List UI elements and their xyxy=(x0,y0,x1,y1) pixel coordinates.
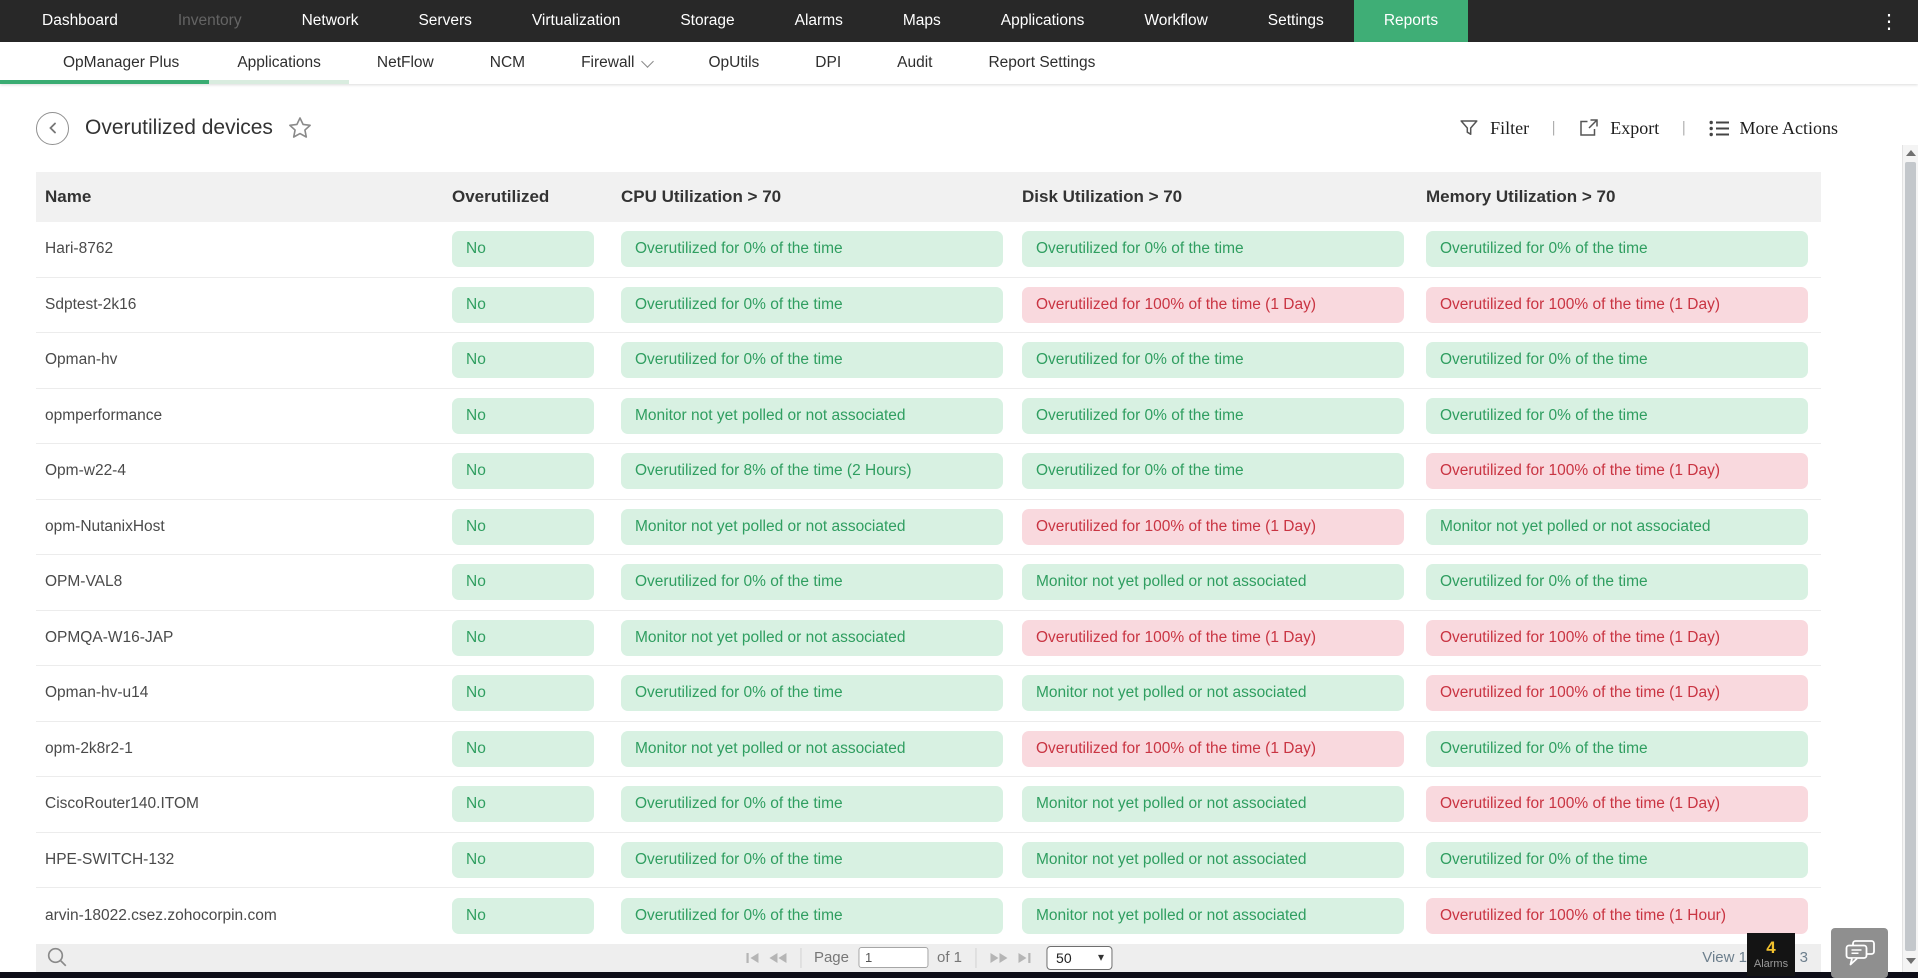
divider: | xyxy=(1552,119,1556,136)
table-row xyxy=(36,555,1821,611)
memory-utilization-cell xyxy=(1426,898,1821,934)
device-name[interactable] xyxy=(36,351,452,369)
last-page-button[interactable] xyxy=(1017,952,1031,964)
memory-status-badge: Overutilized for 100% of the time (1 Day) xyxy=(1426,620,1808,656)
filter-funnel-icon xyxy=(1459,118,1479,138)
topnav-item-label: Maps xyxy=(902,12,941,29)
cpu-utilization-cell xyxy=(621,675,1022,711)
topnav-item-virtualization[interactable] xyxy=(502,0,650,42)
topnav-item-applications[interactable] xyxy=(971,0,1115,42)
overutilized-cell xyxy=(452,231,621,267)
disk-utilization-cell xyxy=(1022,342,1426,378)
topnav-items xyxy=(12,0,1468,42)
table-row xyxy=(36,278,1821,334)
table-footer-bar xyxy=(36,937,1821,972)
disk-utilization-cell xyxy=(1022,398,1426,434)
column-header-cpu-utilization-70[interactable]: CPU Utilization > 70 xyxy=(621,187,782,206)
device-name[interactable] xyxy=(36,740,452,758)
subnav-item-dpi[interactable] xyxy=(787,42,869,84)
top-navbar xyxy=(0,0,1918,42)
overutilized-badge: No xyxy=(452,675,594,711)
overutilized-cell xyxy=(452,342,621,378)
overutilized-cell xyxy=(452,842,621,878)
overutilized-badge: No xyxy=(452,842,594,878)
column-header-overutilized[interactable]: Overutilized xyxy=(452,187,550,206)
table-row xyxy=(36,666,1821,722)
device-name-label: OPMQA-W16-JAP xyxy=(45,628,174,646)
subnav-item-label: Applications xyxy=(237,54,321,71)
overutilized-cell xyxy=(452,398,621,434)
device-name[interactable] xyxy=(36,629,452,647)
overutilized-badge: No xyxy=(452,342,594,378)
cpu-utilization-cell xyxy=(621,898,1022,934)
topnav-item-network[interactable] xyxy=(272,0,389,42)
scrollbar-thumb[interactable] xyxy=(1905,162,1916,951)
device-name[interactable] xyxy=(36,296,452,314)
memory-status-badge: Overutilized for 0% of the time xyxy=(1426,842,1808,878)
cpu-utilization-cell xyxy=(621,620,1022,656)
memory-utilization-cell xyxy=(1426,398,1821,434)
overutilized-badge: No xyxy=(452,287,594,323)
subnav-item-netflow[interactable] xyxy=(349,42,462,84)
table-row xyxy=(36,611,1821,667)
overutilized-cell xyxy=(452,453,621,489)
page-number-input[interactable] xyxy=(858,947,928,968)
memory-status-badge: Overutilized for 100% of the time (1 Day) xyxy=(1426,287,1808,323)
table-row xyxy=(36,500,1821,556)
topnav-item-label: Alarms xyxy=(794,12,843,29)
view-range-prefix: View 1 xyxy=(1702,949,1747,966)
device-name-label: opmperformance xyxy=(45,406,163,424)
subnav-item-label: Audit xyxy=(897,54,933,71)
memory-status-badge: Overutilized for 0% of the time xyxy=(1426,564,1808,600)
cpu-status-badge: Monitor not yet polled or not associated xyxy=(621,509,1003,545)
table-row xyxy=(36,222,1821,278)
filter-label: Filter xyxy=(1490,117,1530,138)
device-name[interactable] xyxy=(36,573,452,591)
subnav-item-oputils[interactable] xyxy=(680,42,787,84)
scrollbar-down-arrow-icon[interactable] xyxy=(1906,958,1916,964)
topnav-item-label: Workflow xyxy=(1144,12,1208,29)
topnav-item-inventory[interactable] xyxy=(148,0,272,42)
memory-utilization-cell xyxy=(1426,342,1821,378)
chat-bubbles-icon xyxy=(1844,939,1876,967)
overutilized-cell xyxy=(452,675,621,711)
export-label: Export xyxy=(1610,117,1660,138)
overutilized-badge: No xyxy=(452,898,594,934)
disk-utilization-cell xyxy=(1022,509,1426,545)
subnav-item-label: Firewall xyxy=(581,54,635,71)
chevron-left-icon xyxy=(46,121,60,135)
topnav-item-alarms[interactable] xyxy=(765,0,873,42)
cpu-status-badge: Overutilized for 0% of the time xyxy=(621,231,1003,267)
memory-status-badge: Overutilized for 0% of the time xyxy=(1426,398,1808,434)
device-name-label: opm-NutanixHost xyxy=(45,517,165,535)
page-of-label: of 1 xyxy=(937,949,963,966)
overutilized-cell xyxy=(452,509,621,545)
module-tabbar xyxy=(0,42,1918,84)
chevron-down-icon: ▾ xyxy=(1098,949,1105,964)
cpu-status-badge: Overutilized for 0% of the time xyxy=(621,898,1003,934)
disk-status-badge: Overutilized for 0% of the time xyxy=(1022,231,1404,267)
report-actions xyxy=(1459,118,1838,139)
memory-status-badge: Overutilized for 100% of the time (1 Day) xyxy=(1426,675,1808,711)
overutilized-badge: No xyxy=(452,453,594,489)
support-chat-button[interactable] xyxy=(1831,928,1888,978)
cpu-status-badge: Overutilized for 8% of the time (2 Hours) xyxy=(621,453,1003,489)
table-row xyxy=(36,444,1821,500)
topnav-item-label: Servers xyxy=(418,12,472,29)
device-name-label: arvin-18022.csez.zohocorpin.com xyxy=(45,906,277,924)
subnav-item-report-settings[interactable] xyxy=(960,42,1123,84)
cpu-utilization-cell xyxy=(621,453,1022,489)
export-button[interactable] xyxy=(1578,118,1659,139)
cpu-utilization-cell xyxy=(621,398,1022,434)
topnav-item-label: Reports xyxy=(1383,12,1439,29)
device-table-body xyxy=(36,222,1821,944)
device-name-label: Opman-hv-u14 xyxy=(45,684,149,702)
disk-utilization-cell xyxy=(1022,786,1426,822)
memory-utilization-cell xyxy=(1426,287,1821,323)
divider: | xyxy=(1682,119,1686,136)
overutilized-badge: No xyxy=(452,398,594,434)
subnav-item-applications[interactable] xyxy=(209,42,349,84)
memory-status-badge: Overutilized for 100% of the time (1 Hour) xyxy=(1426,898,1808,934)
cpu-utilization-cell xyxy=(621,287,1022,323)
cpu-status-badge: Monitor not yet polled or not associated xyxy=(621,731,1003,767)
cpu-status-badge: Overutilized for 0% of the time xyxy=(621,842,1003,878)
disk-utilization-cell xyxy=(1022,898,1426,934)
disk-utilization-cell xyxy=(1022,675,1426,711)
overutilized-cell xyxy=(452,898,621,934)
device-name-label: Opman-hv xyxy=(45,351,118,369)
table-row xyxy=(36,833,1821,889)
disk-utilization-cell xyxy=(1022,287,1426,323)
cpu-utilization-cell xyxy=(621,231,1022,267)
memory-utilization-cell xyxy=(1426,786,1821,822)
device-name-label: Opm-w22-4 xyxy=(45,462,126,480)
divider xyxy=(800,948,801,968)
memory-utilization-cell xyxy=(1426,842,1821,878)
subnav-item-firewall[interactable] xyxy=(553,42,680,84)
overutilized-cell xyxy=(452,564,621,600)
device-name[interactable] xyxy=(36,907,452,925)
alarm-label: Alarms xyxy=(1753,957,1789,970)
list-menu-icon xyxy=(1709,120,1729,137)
view-range-suffix: 3 xyxy=(1799,949,1808,966)
topnav-item-settings[interactable] xyxy=(1238,0,1354,42)
disk-status-badge: Overutilized for 100% of the time (1 Day) xyxy=(1022,731,1404,767)
subnav-item-audit[interactable] xyxy=(869,42,960,84)
topnav-item-label: Applications xyxy=(1000,12,1085,29)
disk-status-badge: Overutilized for 0% of the time xyxy=(1022,398,1404,434)
cpu-status-badge: Overutilized for 0% of the time xyxy=(621,564,1003,600)
device-name-label: opm-2k8r2-1 xyxy=(45,739,133,757)
cpu-status-badge: Overutilized for 0% of the time xyxy=(621,786,1003,822)
subnav-item-opmanager-plus[interactable] xyxy=(0,42,209,84)
memory-status-badge: Overutilized for 0% of the time xyxy=(1426,342,1808,378)
alarms-badge[interactable] xyxy=(1747,933,1795,976)
first-page-button[interactable] xyxy=(745,952,759,964)
topnav-item-storage[interactable] xyxy=(650,0,764,42)
overutilized-cell xyxy=(452,786,621,822)
device-name-label: Hari-8762 xyxy=(45,240,114,258)
disk-status-badge: Monitor not yet polled or not associated xyxy=(1022,675,1404,711)
subnav-item-ncm[interactable] xyxy=(462,42,553,84)
overutilized-badge: No xyxy=(452,564,594,600)
more-actions-button[interactable] xyxy=(1709,118,1839,139)
overutilized-cell xyxy=(452,287,621,323)
disk-utilization-cell xyxy=(1022,731,1426,767)
table-row xyxy=(36,722,1821,778)
kebab-menu-icon[interactable]: ⋮ xyxy=(1879,10,1900,33)
disk-utilization-cell xyxy=(1022,231,1426,267)
page-size-wrap xyxy=(1046,946,1112,970)
topnav-item-label: Virtualization xyxy=(531,12,621,29)
export-icon xyxy=(1578,118,1599,138)
column-header-name[interactable]: Name xyxy=(45,187,92,206)
cpu-utilization-cell xyxy=(621,842,1022,878)
overutilized-cell xyxy=(452,620,621,656)
memory-utilization-cell xyxy=(1426,675,1821,711)
disk-status-badge: Overutilized for 0% of the time xyxy=(1022,342,1404,378)
topnav-item-maps[interactable] xyxy=(873,0,971,42)
memory-utilization-cell xyxy=(1426,509,1821,545)
memory-status-badge: Overutilized for 100% of the time (1 Day) xyxy=(1426,453,1808,489)
subnav-item-label: NCM xyxy=(489,54,526,71)
disk-status-badge: Monitor not yet polled or not associated xyxy=(1022,786,1404,822)
disk-status-badge: Overutilized for 100% of the time (1 Day) xyxy=(1022,287,1404,323)
cpu-status-badge: Overutilized for 0% of the time xyxy=(621,675,1003,711)
topnav-item-label: Storage xyxy=(680,12,735,29)
previous-page-button[interactable] xyxy=(768,952,787,964)
table-row xyxy=(36,333,1821,389)
table-row xyxy=(36,888,1821,944)
overutilized-devices-table xyxy=(36,172,1821,944)
device-name[interactable] xyxy=(36,851,452,869)
cpu-utilization-cell xyxy=(621,731,1022,767)
table-header-row xyxy=(36,172,1821,222)
disk-utilization-cell xyxy=(1022,453,1426,489)
bottom-edge-strip xyxy=(0,972,1918,978)
subnav-item-label: DPI xyxy=(815,54,842,71)
topnav-item-label: Dashboard xyxy=(42,12,118,29)
search-icon[interactable] xyxy=(46,946,69,969)
device-name-label: HPE-SWITCH-132 xyxy=(45,850,175,868)
memory-status-badge: Overutilized for 0% of the time xyxy=(1426,231,1808,267)
cpu-status-badge: Monitor not yet polled or not associated xyxy=(621,398,1003,434)
more-actions-label: More Actions xyxy=(1739,117,1838,138)
table-row xyxy=(36,389,1821,445)
subnav-item-label: Report Settings xyxy=(988,54,1096,71)
report-title-row xyxy=(36,100,1838,156)
disk-status-badge: Overutilized for 100% of the time (1 Day) xyxy=(1022,509,1404,545)
device-name-label: Sdptest-2k16 xyxy=(45,295,137,313)
cpu-status-badge: Overutilized for 0% of the time xyxy=(621,287,1003,323)
topnav-item-workflow[interactable] xyxy=(1114,0,1237,42)
topnav-item-reports[interactable] xyxy=(1354,0,1468,42)
memory-status-badge: Overutilized for 0% of the time xyxy=(1426,731,1808,767)
disk-status-badge: Monitor not yet polled or not associated xyxy=(1022,898,1404,934)
scrollbar-up-arrow-icon[interactable] xyxy=(1906,150,1916,156)
page-label: Page xyxy=(813,949,850,966)
device-name[interactable] xyxy=(36,240,452,258)
cpu-utilization-cell xyxy=(621,342,1022,378)
overutilized-badge: No xyxy=(452,786,594,822)
filter-button[interactable] xyxy=(1459,118,1529,139)
disk-status-badge: Monitor not yet polled or not associated xyxy=(1022,564,1404,600)
memory-utilization-cell xyxy=(1426,731,1821,767)
pagination-controls xyxy=(745,946,1112,970)
cpu-status-badge: Overutilized for 0% of the time xyxy=(621,342,1003,378)
topnav-item-servers[interactable] xyxy=(388,0,501,42)
alarm-count: 4 xyxy=(1766,937,1776,957)
memory-utilization-cell xyxy=(1426,564,1821,600)
vertical-scrollbar xyxy=(1902,145,1918,972)
back-button[interactable] xyxy=(36,112,69,145)
overutilized-badge: No xyxy=(452,509,594,545)
overutilized-cell xyxy=(452,731,621,767)
page-title: Overutilized devices xyxy=(85,116,273,139)
disk-utilization-cell xyxy=(1022,564,1426,600)
memory-status-badge: Overutilized for 100% of the time (1 Day) xyxy=(1426,786,1808,822)
memory-utilization-cell xyxy=(1426,453,1821,489)
column-header-memory-utilization-70[interactable]: Memory Utilization > 70 xyxy=(1426,187,1616,206)
cpu-utilization-cell xyxy=(621,564,1022,600)
memory-status-badge: Monitor not yet polled or not associated xyxy=(1426,509,1808,545)
table-row xyxy=(36,777,1821,833)
device-name[interactable] xyxy=(36,462,452,480)
memory-utilization-cell xyxy=(1426,620,1821,656)
topnav-item-label: Settings xyxy=(1267,12,1324,29)
device-name[interactable] xyxy=(36,684,452,702)
divider xyxy=(975,948,976,968)
memory-utilization-cell xyxy=(1426,231,1821,267)
cpu-utilization-cell xyxy=(621,509,1022,545)
disk-utilization-cell xyxy=(1022,620,1426,656)
next-page-button[interactable] xyxy=(989,952,1008,964)
subnav-item-label: NetFlow xyxy=(376,54,434,71)
device-name-label: OPM-VAL8 xyxy=(45,573,123,591)
topnav-item-label: Inventory xyxy=(177,12,242,29)
column-header-disk-utilization-70[interactable]: Disk Utilization > 70 xyxy=(1022,187,1183,206)
device-name[interactable] xyxy=(36,795,452,813)
favorite-star-icon[interactable] xyxy=(287,115,313,141)
page-size-select[interactable] xyxy=(1046,946,1112,970)
overutilized-badge: No xyxy=(452,731,594,767)
cpu-status-badge: Monitor not yet polled or not associated xyxy=(621,620,1003,656)
disk-status-badge: Monitor not yet polled or not associated xyxy=(1022,842,1404,878)
subnav-item-label: OpUtils xyxy=(708,54,760,71)
device-name[interactable] xyxy=(36,518,452,536)
disk-status-badge: Overutilized for 100% of the time (1 Day) xyxy=(1022,620,1404,656)
topnav-item-label: Network xyxy=(301,12,359,29)
overutilized-badge: No xyxy=(452,231,594,267)
topnav-item-dashboard[interactable] xyxy=(12,0,148,42)
chevron-down-icon xyxy=(642,55,655,68)
device-name-label: CiscoRouter140.ITOM xyxy=(45,795,199,813)
disk-status-badge: Overutilized for 0% of the time xyxy=(1022,453,1404,489)
subnav-item-label: OpManager Plus xyxy=(63,54,180,71)
disk-utilization-cell xyxy=(1022,842,1426,878)
overutilized-badge: No xyxy=(452,620,594,656)
cpu-utilization-cell xyxy=(621,786,1022,822)
device-name[interactable] xyxy=(36,407,452,425)
